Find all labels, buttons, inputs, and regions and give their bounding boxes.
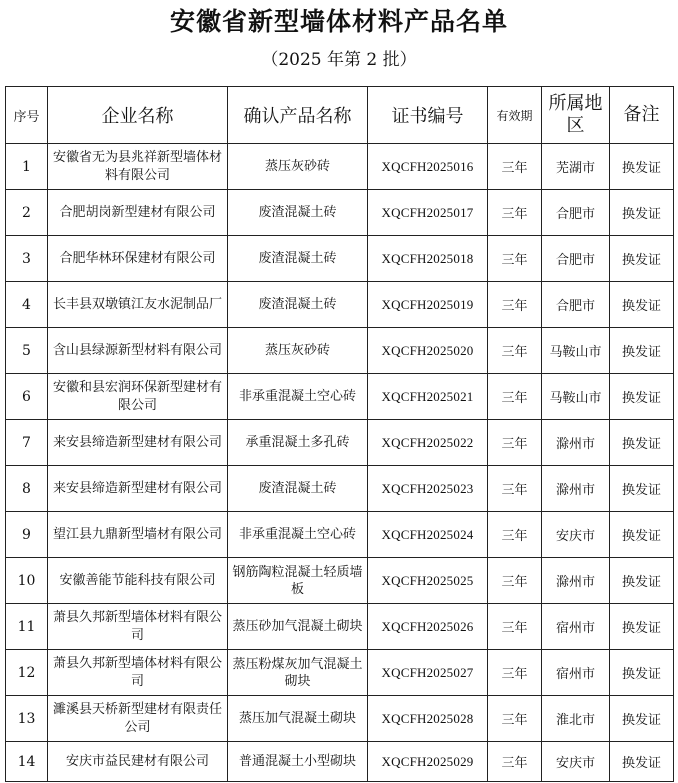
cell-region: 合肥市 <box>542 190 610 236</box>
cell-company: 合肥胡岗新型建材有限公司 <box>48 190 228 236</box>
cell-product: 蒸压粉煤灰加气混凝土砌块 <box>228 650 368 696</box>
table-header-row <box>6 87 674 144</box>
cell-company: 长丰县双墩镇江友水泥制品厂 <box>48 282 228 328</box>
cell-serial: 10 <box>6 558 48 604</box>
cell-validity: 三年 <box>488 282 542 328</box>
header-company: 企业名称 <box>48 87 228 144</box>
cell-region: 合肥市 <box>542 282 610 328</box>
cell-remark: 换发证 <box>610 236 674 282</box>
cell-serial: 1 <box>6 144 48 190</box>
cell-company: 安徽省无为县兆祥新型墙体材料有限公司 <box>48 144 228 190</box>
cell-cert-number: XQCFH2025018 <box>368 236 488 282</box>
cell-product: 承重混凝土多孔砖 <box>228 420 368 466</box>
table-row <box>6 742 674 782</box>
cell-company: 来安县缔造新型建材有限公司 <box>48 420 228 466</box>
cell-region: 合肥市 <box>542 236 610 282</box>
cell-region: 滁州市 <box>542 558 610 604</box>
cell-product: 非承重混凝土空心砖 <box>228 512 368 558</box>
table-row <box>6 420 674 466</box>
cell-region: 安庆市 <box>542 512 610 558</box>
cell-company: 安庆市益民建材有限公司 <box>48 742 228 782</box>
cell-serial: 12 <box>6 650 48 696</box>
cell-product: 废渣混凝土砖 <box>228 466 368 512</box>
document-subtitle: （2025 年第 2 批） <box>261 50 417 70</box>
cell-validity: 三年 <box>488 604 542 650</box>
table-row <box>6 512 674 558</box>
cell-cert-number: XQCFH2025016 <box>368 144 488 190</box>
cell-region: 宿州市 <box>542 604 610 650</box>
cell-validity: 三年 <box>488 742 542 782</box>
cell-validity: 三年 <box>488 190 542 236</box>
cell-serial: 4 <box>6 282 48 328</box>
cell-product: 普通混凝土小型砌块 <box>228 742 368 782</box>
cell-cert-number: XQCFH2025021 <box>368 374 488 420</box>
cell-remark: 换发证 <box>610 466 674 512</box>
cell-validity: 三年 <box>488 466 542 512</box>
cell-remark: 换发证 <box>610 604 674 650</box>
table-row <box>6 466 674 512</box>
cell-product: 非承重混凝土空心砖 <box>228 374 368 420</box>
cell-region: 马鞍山市 <box>542 374 610 420</box>
cell-region: 滁州市 <box>542 420 610 466</box>
cell-serial: 14 <box>6 742 48 782</box>
cell-serial: 9 <box>6 512 48 558</box>
product-roster-table <box>5 86 674 782</box>
cell-remark: 换发证 <box>610 696 674 742</box>
table-body <box>6 144 674 782</box>
cell-serial: 5 <box>6 328 48 374</box>
cell-cert-number: XQCFH2025025 <box>368 558 488 604</box>
cell-validity: 三年 <box>488 144 542 190</box>
table-row <box>6 604 674 650</box>
cell-remark: 换发证 <box>610 558 674 604</box>
table-row <box>6 696 674 742</box>
cell-company: 含山县绿源新型材料有限公司 <box>48 328 228 374</box>
cell-remark: 换发证 <box>610 650 674 696</box>
cell-company: 萧县久邦新型墙体材料有限公司 <box>48 604 228 650</box>
cell-cert-number: XQCFH2025022 <box>368 420 488 466</box>
cell-cert-number: XQCFH2025020 <box>368 328 488 374</box>
cell-serial: 13 <box>6 696 48 742</box>
cell-company: 安徽善能节能科技有限公司 <box>48 558 228 604</box>
header-product: 确认产品名称 <box>228 87 368 144</box>
header-region: 所属地区 <box>542 87 610 144</box>
cell-remark: 换发证 <box>610 328 674 374</box>
table-row <box>6 236 674 282</box>
cell-company: 来安县缔造新型建材有限公司 <box>48 466 228 512</box>
cell-remark: 换发证 <box>610 420 674 466</box>
cell-cert-number: XQCFH2025017 <box>368 190 488 236</box>
table-row <box>6 558 674 604</box>
cell-validity: 三年 <box>488 512 542 558</box>
cell-remark: 换发证 <box>610 512 674 558</box>
table-row <box>6 328 674 374</box>
cell-validity: 三年 <box>488 558 542 604</box>
cell-cert-number: XQCFH2025027 <box>368 650 488 696</box>
header-cert-number: 证书编号 <box>368 87 488 144</box>
cell-serial: 8 <box>6 466 48 512</box>
cell-cert-number: XQCFH2025024 <box>368 512 488 558</box>
cell-company: 望江县九鼎新型墙材有限公司 <box>48 512 228 558</box>
cell-serial: 6 <box>6 374 48 420</box>
cell-product: 废渣混凝土砖 <box>228 190 368 236</box>
cell-remark: 换发证 <box>610 742 674 782</box>
header-serial: 序号 <box>6 87 48 144</box>
cell-product: 废渣混凝土砖 <box>228 236 368 282</box>
table-row <box>6 374 674 420</box>
cell-region: 安庆市 <box>542 742 610 782</box>
document-title: 安徽省新型墙体材料产品名单 <box>169 7 508 36</box>
cell-validity: 三年 <box>488 650 542 696</box>
cell-remark: 换发证 <box>610 374 674 420</box>
cell-product: 蒸压灰砂砖 <box>228 144 368 190</box>
cell-serial: 2 <box>6 190 48 236</box>
cell-product: 蒸压砂加气混凝土砌块 <box>228 604 368 650</box>
cell-company: 萧县久邦新型墙体材料有限公司 <box>48 650 228 696</box>
table-row <box>6 144 674 190</box>
cell-company: 合肥华林环保建材有限公司 <box>48 236 228 282</box>
cell-validity: 三年 <box>488 236 542 282</box>
cell-region: 马鞍山市 <box>542 328 610 374</box>
cell-validity: 三年 <box>488 328 542 374</box>
cell-product: 废渣混凝土砖 <box>228 282 368 328</box>
cell-region: 宿州市 <box>542 650 610 696</box>
cell-validity: 三年 <box>488 374 542 420</box>
cell-validity: 三年 <box>488 420 542 466</box>
cell-serial: 3 <box>6 236 48 282</box>
cell-cert-number: XQCFH2025028 <box>368 696 488 742</box>
header-validity: 有效期 <box>488 87 542 144</box>
header-remark: 备注 <box>610 87 674 144</box>
cell-remark: 换发证 <box>610 282 674 328</box>
table-row <box>6 650 674 696</box>
cell-cert-number: XQCFH2025026 <box>368 604 488 650</box>
cell-serial: 11 <box>6 604 48 650</box>
cell-product: 蒸压灰砂砖 <box>228 328 368 374</box>
cell-product: 蒸压加气混凝土砌块 <box>228 696 368 742</box>
table-row <box>6 190 674 236</box>
cell-region: 芜湖市 <box>542 144 610 190</box>
cell-product: 钢筋陶粒混凝土轻质墙板 <box>228 558 368 604</box>
cell-cert-number: XQCFH2025019 <box>368 282 488 328</box>
cell-company: 安徽和县宏润环保新型建材有限公司 <box>48 374 228 420</box>
table-row <box>6 282 674 328</box>
cell-cert-number: XQCFH2025023 <box>368 466 488 512</box>
cell-region: 淮北市 <box>542 696 610 742</box>
cell-serial: 7 <box>6 420 48 466</box>
cell-company: 濉溪县天桥新型建材有限责任公司 <box>48 696 228 742</box>
cell-region: 滁州市 <box>542 466 610 512</box>
cell-remark: 换发证 <box>610 190 674 236</box>
cell-remark: 换发证 <box>610 144 674 190</box>
cell-validity: 三年 <box>488 696 542 742</box>
cell-cert-number: XQCFH2025029 <box>368 742 488 782</box>
